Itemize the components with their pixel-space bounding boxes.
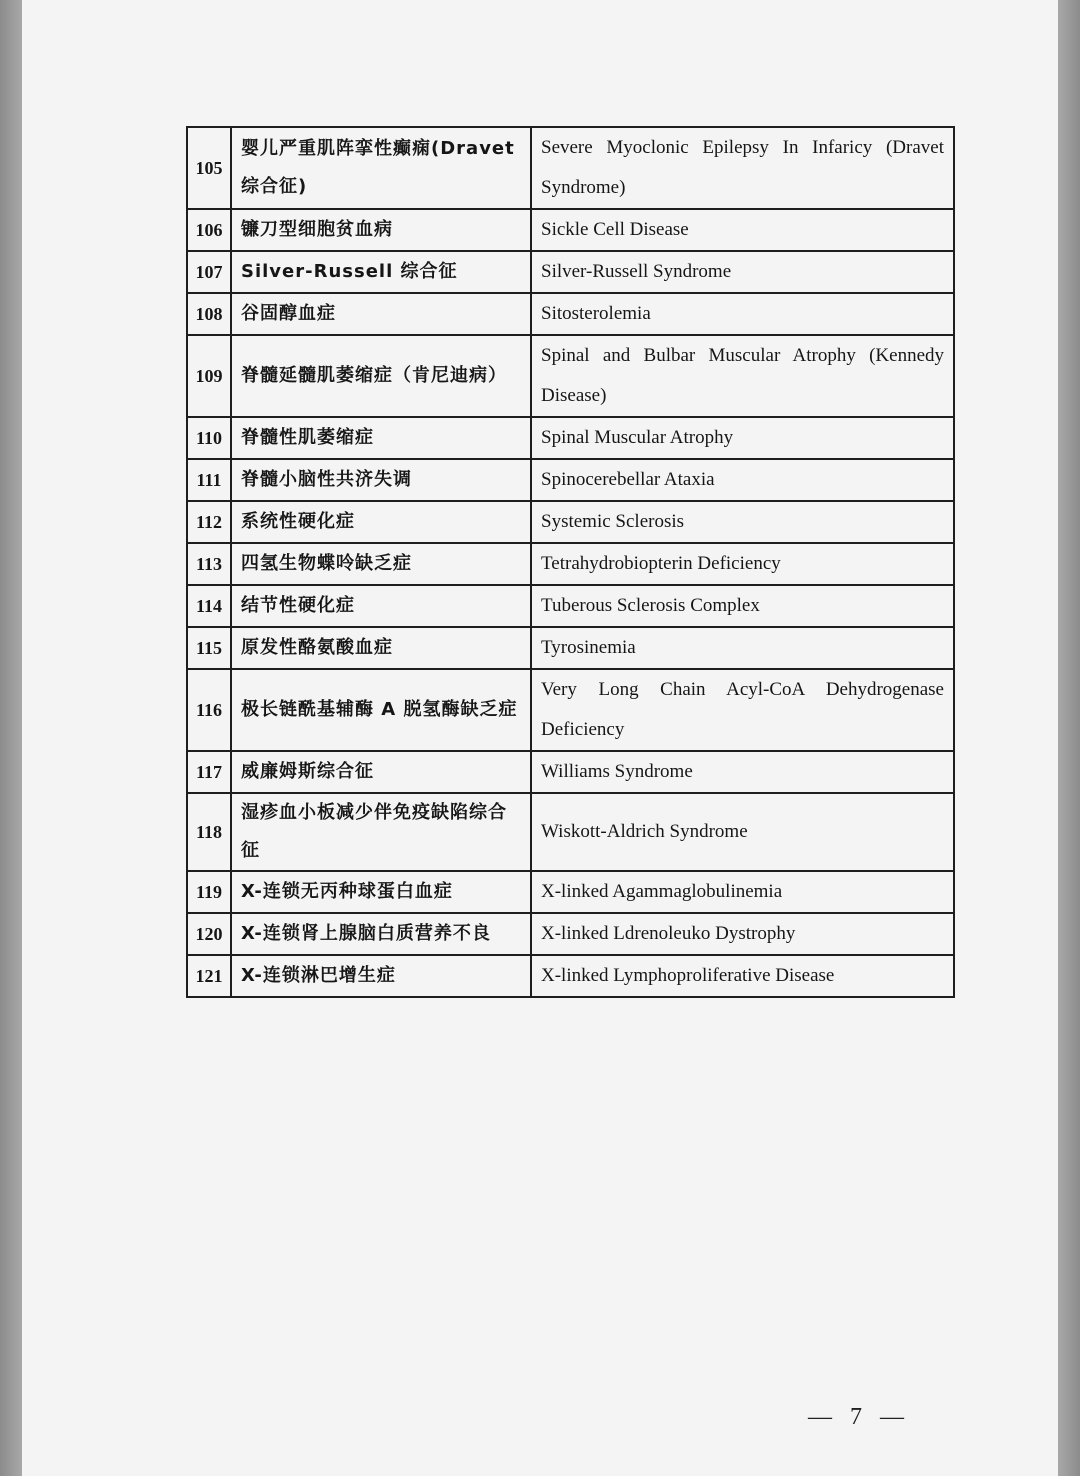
disease-name-english: X-linked Agammaglobulinemia <box>531 871 954 913</box>
table-row <box>187 335 954 417</box>
table-row <box>187 543 954 585</box>
disease-name-english: Williams Syndrome <box>531 751 954 793</box>
row-number: 106 <box>187 209 231 251</box>
disease-name-chinese: 湿疹血小板减少伴免疫缺陷综合征 <box>231 793 531 871</box>
disease-name-chinese: 脊髓小脑性共济失调 <box>231 459 531 501</box>
row-number: 112 <box>187 501 231 543</box>
disease-name-chinese: 镰刀型细胞贫血病 <box>231 209 531 251</box>
table-row <box>187 417 954 459</box>
row-number: 109 <box>187 335 231 417</box>
table-row <box>187 501 954 543</box>
rare-disease-table <box>186 126 955 998</box>
row-number: 114 <box>187 585 231 627</box>
disease-name-english: Silver-Russell Syndrome <box>531 251 954 293</box>
table-row <box>187 913 954 955</box>
disease-name-chinese: 四氢生物蝶呤缺乏症 <box>231 543 531 585</box>
disease-name-english: Tyrosinemia <box>531 627 954 669</box>
disease-name-english: X-linked Lymphoproliferative Disease <box>531 955 954 997</box>
scan-edge-right <box>1058 0 1080 1476</box>
row-number: 121 <box>187 955 231 997</box>
row-number: 108 <box>187 293 231 335</box>
disease-name-english: X-linked Ldrenoleuko Dystrophy <box>531 913 954 955</box>
disease-name-chinese: 极长链酰基辅酶 A 脱氢酶缺乏症 <box>231 669 531 751</box>
row-number: 115 <box>187 627 231 669</box>
table-row <box>187 669 954 751</box>
table-row <box>187 459 954 501</box>
row-number: 111 <box>187 459 231 501</box>
row-number: 105 <box>187 127 231 209</box>
page-number: — 7 — <box>808 1404 910 1430</box>
table-row <box>187 955 954 997</box>
disease-name-chinese: 脊髓延髓肌萎缩症（肯尼迪病） <box>231 335 531 417</box>
disease-name-english: Spinal and Bulbar Muscular Atrophy (Kennedy Disease) <box>531 335 954 417</box>
table-row <box>187 209 954 251</box>
disease-name-chinese: 系统性硬化症 <box>231 501 531 543</box>
table-row <box>187 127 954 209</box>
table-row <box>187 871 954 913</box>
table-row <box>187 627 954 669</box>
row-number: 107 <box>187 251 231 293</box>
disease-name-chinese: X-连锁肾上腺脑白质营养不良 <box>231 913 531 955</box>
disease-name-english: Spinocerebellar Ataxia <box>531 459 954 501</box>
table-row <box>187 793 954 871</box>
disease-name-chinese: X-连锁无丙种球蛋白血症 <box>231 871 531 913</box>
disease-name-english: Sitosterolemia <box>531 293 954 335</box>
disease-name-english: Tetrahydrobiopterin Deficiency <box>531 543 954 585</box>
table-row <box>187 585 954 627</box>
row-number: 117 <box>187 751 231 793</box>
disease-name-english: Spinal Muscular Atrophy <box>531 417 954 459</box>
disease-name-chinese: Silver-Russell 综合征 <box>231 251 531 293</box>
row-number: 110 <box>187 417 231 459</box>
disease-name-english: Systemic Sclerosis <box>531 501 954 543</box>
row-number: 120 <box>187 913 231 955</box>
table-row <box>187 751 954 793</box>
disease-name-chinese: 脊髓性肌萎缩症 <box>231 417 531 459</box>
disease-name-chinese: 威廉姆斯综合征 <box>231 751 531 793</box>
disease-name-english: Sickle Cell Disease <box>531 209 954 251</box>
row-number: 116 <box>187 669 231 751</box>
disease-name-chinese: X-连锁淋巴增生症 <box>231 955 531 997</box>
row-number: 119 <box>187 871 231 913</box>
disease-name-english: Very Long Chain Acyl-CoA Dehydrogenase Deficiency <box>531 669 954 751</box>
disease-name-chinese: 谷固醇血症 <box>231 293 531 335</box>
scan-edge-left <box>0 0 22 1476</box>
disease-name-english: Wiskott-Aldrich Syndrome <box>531 793 954 871</box>
table-row <box>187 251 954 293</box>
table-row <box>187 293 954 335</box>
row-number: 118 <box>187 793 231 871</box>
row-number: 113 <box>187 543 231 585</box>
disease-name-english: Severe Myoclonic Epilepsy In Infaricy (Dravet Syndrome) <box>531 127 954 209</box>
disease-name-chinese: 婴儿严重肌阵挛性癫痫(Dravet 综合征) <box>231 127 531 209</box>
disease-name-chinese: 结节性硬化症 <box>231 585 531 627</box>
disease-name-english: Tuberous Sclerosis Complex <box>531 585 954 627</box>
disease-name-chinese: 原发性酪氨酸血症 <box>231 627 531 669</box>
